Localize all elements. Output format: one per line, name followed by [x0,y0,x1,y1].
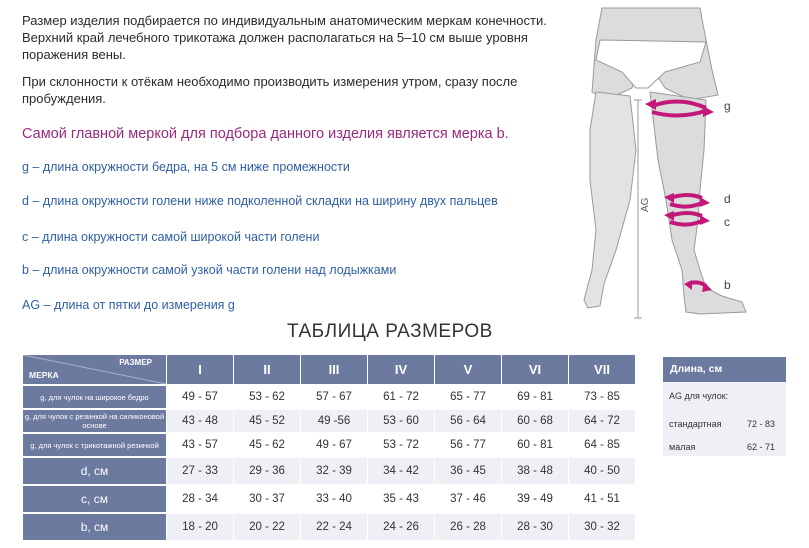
table-cell: 18 - 20 [167,514,233,540]
table-row [23,486,635,512]
definition-d: d – длина окружности голени ниже подколенной складки на ширину двух пальцев [22,194,498,208]
table-cell: 45 - 62 [234,434,300,456]
intro-paragraph-1: Размер изделия подбирается по индивидуальным анатомическим меркам конечности. Верхний край лечебного трикотажа должен располагаться на 5–10 см выше уровня поражения вены. [22,13,547,62]
table-cell: 29 - 36 [234,458,300,484]
definition-c: c – длина окружности самой широкой части голени [22,230,320,244]
table-cell: 28 - 34 [167,486,233,512]
b-label: b [724,278,731,292]
table-cell: 26 - 28 [435,514,501,540]
table-cell: 56 - 64 [435,410,501,432]
definition-ag: AG – длина от пятки до измерения g [22,298,235,312]
row-label: b, см [23,514,166,540]
table-cell: 43 - 48 [167,410,233,432]
row-label: d, см [23,458,166,484]
length-table-title: Длина, см [663,357,786,382]
size-header: IV [368,355,434,384]
table-cell: 36 - 45 [435,458,501,484]
table-row [23,434,635,456]
size-header: VII [569,355,635,384]
table-cell: 39 - 49 [502,486,568,512]
row-label: c, см [23,486,166,512]
table-cell: 49 -56 [301,410,367,432]
table-cell: 28 - 30 [502,514,568,540]
d-label: d [724,192,731,206]
table-cell: 30 - 32 [569,514,635,540]
length-row-value: 62 - 71 [747,442,776,452]
table-cell: 53 - 72 [368,434,434,456]
table-row [23,410,635,432]
intro-paragraph-2: При склонности к отёкам необходимо производить измерения утром, сразу после пробуждения. [22,74,518,106]
table-cell: 27 - 33 [167,458,233,484]
table-cell: 64 - 85 [569,434,635,456]
table-cell: 57 - 67 [301,386,367,408]
size-header: III [301,355,367,384]
length-table-subtitle: AG для чулок: [669,391,729,401]
ag-label: AG [640,197,651,212]
back-leg-illustration [584,92,636,308]
table-cell: 20 - 22 [234,514,300,540]
row-label: g, для чулок с резинкой на силиконовой основе [24,412,165,430]
table-cell: 61 - 72 [368,386,434,408]
table-cell: 22 - 24 [301,514,367,540]
table-cell: 30 - 37 [234,486,300,512]
size-header: II [234,355,300,384]
c-label: c [724,215,730,229]
table-cell: 60 - 81 [502,434,568,456]
table-cell: 45 - 52 [234,410,300,432]
size-header: V [435,355,501,384]
table-row [23,458,635,484]
size-table [22,353,636,542]
row-label: g, для чулок на широкое бедро [23,386,166,408]
size-axis-label: РАЗМЕР [119,358,152,367]
length-row-label: стандартная [669,419,722,429]
length-table [663,357,786,456]
definition-b: b – длина окружности самой узкой части голени над лодыжками [22,263,397,277]
table-cell: 49 - 67 [301,434,367,456]
table-cell: 24 - 26 [368,514,434,540]
measure-axis-label: МЕРКА [29,370,59,380]
table-corner-header [23,355,166,384]
table-cell: 64 - 72 [569,410,635,432]
table-cell: 60 - 68 [502,410,568,432]
definition-g: g – длина окружности бедра, на 5 см ниже промежности [22,160,350,174]
leg-measurement-diagram [566,0,809,330]
length-row-label: малая [669,442,696,452]
table-cell: 32 - 39 [301,458,367,484]
size-table-header-row [23,355,635,384]
table-cell: 38 - 48 [502,458,568,484]
table-cell: 41 - 51 [569,486,635,512]
table-cell: 56 - 77 [435,434,501,456]
table-cell: 43 - 57 [167,434,233,456]
table-cell: 65 - 77 [435,386,501,408]
table-cell: 69 - 81 [502,386,568,408]
table-cell: 73 - 85 [569,386,635,408]
table-row [23,386,635,408]
table-row [23,514,635,540]
size-header: VI [502,355,568,384]
g-label: g [724,99,731,113]
table-title: ТАБЛИЦА РАЗМЕРОВ [287,321,493,342]
table-cell: 34 - 42 [368,458,434,484]
table-cell: 33 - 40 [301,486,367,512]
size-header: I [167,355,233,384]
table-cell: 35 - 43 [368,486,434,512]
row-label: g, для чулок с трикотажной резинкой [23,434,166,456]
table-cell: 53 - 62 [234,386,300,408]
key-measurement-note: Самой главной меркой для подбора данного изделия является мерка b. [22,126,509,142]
table-cell: 37 - 46 [435,486,501,512]
table-cell: 40 - 50 [569,458,635,484]
table-cell: 49 - 57 [167,386,233,408]
table-cell: 53 - 60 [368,410,434,432]
length-row-value: 72 - 83 [747,419,776,429]
